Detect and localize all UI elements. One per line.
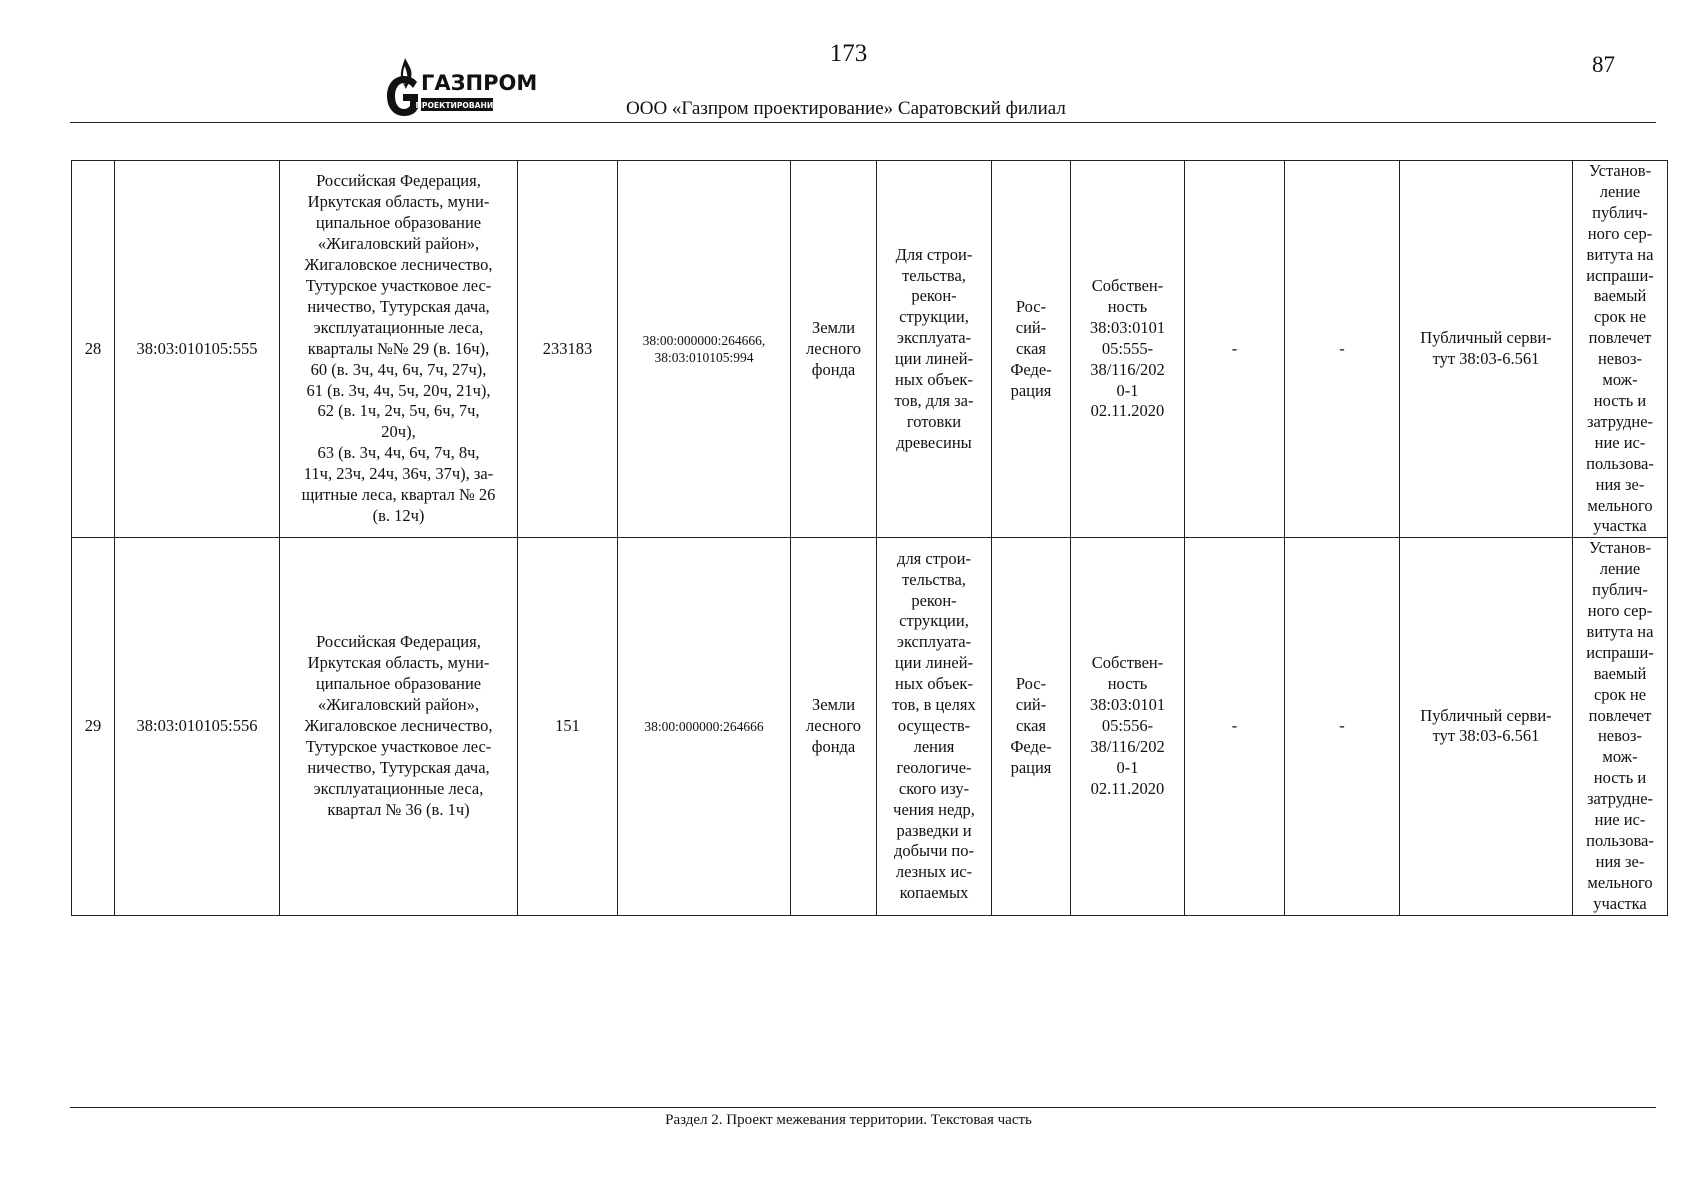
page-number-right: 87	[1592, 52, 1615, 77]
page-number-top: 173	[829, 40, 868, 67]
right-registration: Собствен- ность 38:03:0101 05:555- 38/116/202 0-1 02.11.2020	[1071, 161, 1185, 538]
gazprom-logo	[383, 56, 538, 120]
parent-cadastral: 38:00:000000:264666, 38:03:010105:994	[618, 161, 791, 538]
table-row	[72, 538, 1668, 915]
owner: Рос- сий- ская Феде- рация	[992, 161, 1071, 538]
right-registration: Собствен- ность 38:03:0101 05:556- 38/116/202 0-1 02.11.2020	[1071, 538, 1185, 915]
plot-area: 151	[518, 538, 618, 915]
plot-address: Российская Федерация, Иркутская область, муни- ципальное образование «Жигаловский район», Жигаловское лесничество, Тутурское участковое лес- ничество, Тутурская дача, эксплуатационные леса, кварталы №№ 29 (в. 16ч), 60 (в. 3ч, 4ч, 6ч, 7ч, 27ч), 61 (в. 3ч, 4ч, 5ч, 20ч, 21ч), 62 (в. 1ч, 2ч, 5ч, 6ч, 7ч, 20ч), 63 (в. 3ч, 4ч, 6ч, 7ч, 8ч, 11ч, 23ч, 24ч, 36ч, 37ч), за- щитные леса, квартал № 26 (в. 12ч)	[280, 161, 518, 538]
plot-address: Российская Федерация, Иркутская область, муни- ципальное образование «Жигаловский район», Жигаловское лесничество, Тутурское участковое лес- ничество, Тутурская дача, эксплуатационные леса, квартал № 36 (в. 1ч)	[280, 538, 518, 915]
land-category: Земли лесного фонда	[791, 161, 877, 538]
owner: Рос- сий- ская Феде- рация	[992, 538, 1071, 915]
cadastral-number: 38:03:010105:555	[115, 161, 280, 538]
footer-divider	[70, 1107, 1656, 1108]
logo-wordmark: ГАЗПРОМ	[421, 71, 538, 95]
column-10-value: -	[1185, 161, 1285, 538]
column-10-value: -	[1185, 538, 1285, 915]
column-11-value: -	[1285, 161, 1400, 538]
permitted-use: Для строи- тельства, рекон- струкции, эксплуата- ции линей- ных объек- тов, для за- готовки древесины	[877, 161, 992, 538]
footer-section-title: Раздел 2. Проект межевания территории. Текстовая часть	[665, 1112, 1032, 1128]
note: Установ- ление публич- ного сер- витута на испраши- ваемый срок не повлечет невоз- мож- ность и затрудне- ние ис- пользова- ния зе- мельного участка	[1573, 538, 1668, 915]
encumbrance: Публичный серви- тут 38:03-6.561	[1400, 538, 1573, 915]
note: Установ- ление публич- ного сер- витута на испраши- ваемый срок не повлечет невоз- мож- ность и затрудне- ние ис- пользова- ния зе- мельного участка	[1573, 161, 1668, 538]
gazprom-flame-logo-icon	[383, 56, 538, 120]
parent-cadastral: 38:00:000000:264666	[618, 538, 791, 915]
cadastral-number: 38:03:010105:556	[115, 538, 280, 915]
logo-subtitle: ПРОЕКТИРОВАНИЕ	[415, 101, 499, 110]
encumbrance: Публичный серви- тут 38:03-6.561	[1400, 161, 1573, 538]
plot-area: 233183	[518, 161, 618, 538]
header-divider	[70, 122, 1656, 123]
permitted-use: для строи- тельства, рекон- струкции, эксплуата- ции линей- ных объек- тов, в целях осуществ- ления геологиче- ского изу- чения недр, разведки и добычи по- лезных ис- копаемых	[877, 538, 992, 915]
column-11-value: -	[1285, 538, 1400, 915]
row-number: 28	[72, 161, 115, 538]
land-plots-table	[71, 160, 1668, 916]
organization-name: ООО «Газпром проектирование» Саратовский филиал	[626, 98, 1066, 119]
land-category: Земли лесного фонда	[791, 538, 877, 915]
table-row	[72, 161, 1668, 538]
row-number: 29	[72, 538, 115, 915]
